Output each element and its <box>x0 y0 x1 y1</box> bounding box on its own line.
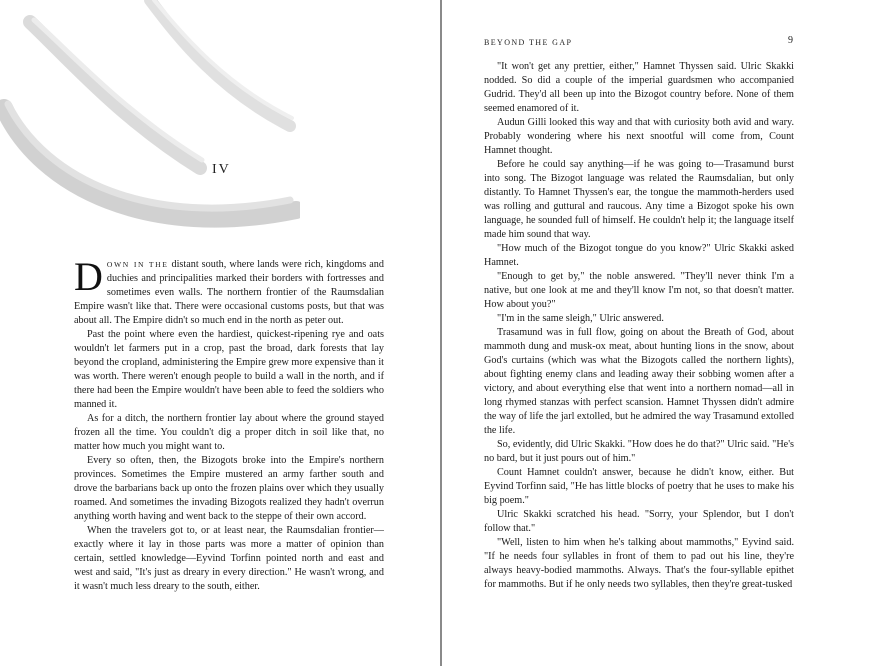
paragraph: "How much of the Bizogot tongue do you know?" Ulric Skakki asked Hamnet. <box>484 243 794 268</box>
drop-cap: D <box>74 254 103 299</box>
right-text-column <box>484 60 794 592</box>
paragraph: So, evidently, did Ulric Skakki. "How does he do that?" Ulric said. "He's no bard, but it just pours out of him." <box>484 439 794 464</box>
chapter-number: IV <box>212 162 231 177</box>
paragraph: Before he could say anything—if he was going to—Trasamund burst into song. The Bizogot language was related the Raumsdalian, but only distantly. To Hamnet Thyssen's ear, the tongue the mammoth-herders used was rolling and guttural and raucous. Any time a Bizogot spoke his own language, he sounded full of himself. He couldn't help it; the language itself made him sound that way. <box>484 159 794 240</box>
paragraph: When the travelers got to, or at least near, the Raumsdalian frontier—exactly where it lay in those parts was more a matter of opinion than certain, settled knowledge—Eyvind Torfinn pointed north and east and west and said, "It's just as dreary in every direction." He wasn't wrong, and it wasn't much less dreary to the south, either. <box>74 525 384 592</box>
paragraph: Every so often, then, the Bizogots broke into the Empire's northern provinces. Sometimes the Empire mustered an army farther south and drove the barbarians back up onto the frozen plains over which they usually roamed. And sometimes the invading Bizogots realized they hadn't overrun anything worth having and went back to the steppe of their own accord. <box>74 455 384 522</box>
paragraph: "Well, listen to him when he's talking about mammoths," Eyvind said. "If he needs four syllables in front of them to pad out his line, they're always heavy-bodied mammoths. Always. That's the four-syllable epithet for mammoths. But if he only needs two syllables, then they're great-tusked <box>484 537 794 590</box>
paragraph: Ulric Skakki scratched his head. "Sorry, your Splendor, but I don't follow that." <box>484 509 794 534</box>
paragraph: As for a ditch, the northern frontier lay about where the ground stayed frozen all the time. You couldn't dig a proper ditch in soil like that, no matter how much you might want to. <box>74 413 384 452</box>
paragraph: Audun Gilli looked this way and that with curiosity both avid and wary. Probably wondering where his next snootful will come from, Count Hamnet thought. <box>484 117 794 156</box>
paragraph: "Enough to get by," the noble answered. "They'll never think I'm a native, but one look at me and they'll know I'm not, so that doesn't matter. How about you?" <box>484 271 794 310</box>
paragraph: Trasamund was in full flow, going on about the Breath of God, about mammoth dung and musk-ox meat, about hunting lions in the snow, about God's curtains (which was what the Bizogots called the northern lights), about fighting enemy clans and leading away their sobbing women after a victory, and about everything else that went into a northern nomad—all in long rhymed stanzas with perfect scansion. Hamnet Thyssen didn't admire the way of life the jarl extolled, but he admired the way Trasamund extolled the life. <box>484 327 794 436</box>
running-head: BEYOND THE GAP <box>484 38 573 47</box>
paragraph: "It won't get any prettier, either," Hamnet Thyssen said. Ulric Skakki nodded. So did a couple of the imperial guardsmen who accompanied Gudrid. They'd all been up into the Bizogot country before. None of them seemed enamored of it. <box>484 61 794 114</box>
paragraph: Past the point where even the hardiest, quickest-ripening rye and oats wouldn't let farmers put in a crop, past the broad, dark forests that lay beyond the cropland, administering the Empire grew more expensive than it was worth. There weren't enough people to build a wall in the north, and if there had been the Empire wouldn't have been able to feed the soldiers who manned it. <box>74 329 384 410</box>
paragraph: Count Hamnet couldn't answer, because he didn't know, either. But Eyvind Torfinn said, "He has little blocks of poetry that he uses to make his big poem." <box>484 467 794 506</box>
left-page <box>0 0 440 666</box>
paragraph <box>74 254 384 328</box>
paragraph-text: distant south, where lands were rich, kingdoms and duchies and principalities marked their borders with fortresses and sometimes even walls. The northern frontier of the Raumsdalian Empire wasn't like that. There were occasional customs posts, but that was about all. The Empire didn't so much end in the north as peter out. <box>74 259 384 326</box>
paragraph: "I'm in the same sleigh," Ulric answered. <box>497 313 664 324</box>
opening-smallcaps: OWN IN THE <box>106 260 169 269</box>
page-number: 9 <box>788 35 793 46</box>
mammoth-tusk-ornament <box>0 0 300 260</box>
left-text-column <box>74 254 384 594</box>
